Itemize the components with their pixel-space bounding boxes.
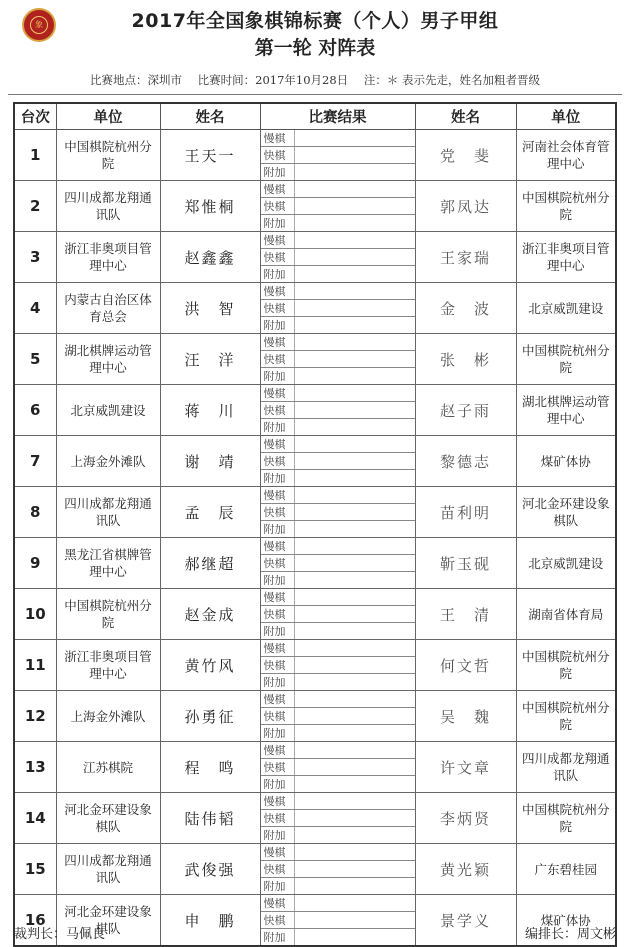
board-number: 10: [14, 589, 56, 640]
unit-a: 湖北棋牌运动管理中心: [56, 334, 160, 385]
logo-emblem-icon: 象: [30, 16, 48, 34]
unit-b: 煤矿体协: [516, 436, 616, 487]
page-subtitle: 第一轮 对阵表: [254, 37, 376, 59]
result-label: 快棋: [261, 555, 295, 571]
unit-a: 江苏棋院: [56, 742, 160, 793]
result-line: [261, 657, 415, 674]
result-cell: [260, 487, 415, 538]
result-label: 快棋: [261, 147, 295, 163]
player-b-name: 黄光颖: [415, 844, 516, 895]
board-number: 3: [14, 232, 56, 283]
result-label: 快棋: [261, 606, 295, 622]
unit-a: 内蒙古自治区体育总会: [56, 283, 160, 334]
result-line: [261, 674, 415, 690]
result-line: [261, 827, 415, 843]
result-label: 附加: [261, 470, 295, 486]
chief-arranger: 编排长：周文彬: [524, 927, 616, 942]
player-a-name: 蒋 川: [160, 385, 260, 436]
player-b-name: 王 清: [415, 589, 516, 640]
result-label: 快棋: [261, 249, 295, 265]
result-line: [261, 487, 415, 504]
table-row: [14, 181, 616, 232]
result-label: 慢棋: [261, 487, 295, 503]
player-b-name: 许文章: [415, 742, 516, 793]
result-label: 慢棋: [261, 895, 295, 911]
result-line: [261, 181, 415, 198]
result-line: [261, 572, 415, 588]
result-line: [261, 215, 415, 231]
header-name-b: 姓名: [415, 103, 516, 130]
unit-a: 上海金外滩队: [56, 691, 160, 742]
result-label: 快棋: [261, 300, 295, 316]
result-line: [261, 606, 415, 623]
result-line: [261, 810, 415, 827]
unit-b: 湖南省体育局: [516, 589, 616, 640]
result-line: [261, 538, 415, 555]
result-line: [261, 317, 415, 333]
result-label: 慢棋: [261, 232, 295, 248]
player-b-name: 张 彬: [415, 334, 516, 385]
unit-a: 浙江非奥项目管理中心: [56, 640, 160, 691]
player-b-name: 何文哲: [415, 640, 516, 691]
result-cell: [260, 130, 415, 181]
result-label: 慢棋: [261, 691, 295, 707]
result-line: [261, 725, 415, 741]
result-label: 慢棋: [261, 640, 295, 656]
result-line: [261, 351, 415, 368]
player-a-name: 王天一: [160, 130, 260, 181]
result-label: 附加: [261, 317, 295, 333]
result-label: 附加: [261, 368, 295, 384]
result-label: 快棋: [261, 708, 295, 724]
result-cell: [260, 436, 415, 487]
result-label: 快棋: [261, 912, 295, 928]
table-row: [14, 640, 616, 691]
result-line: [261, 691, 415, 708]
player-b-name: 黎德志: [415, 436, 516, 487]
player-b-name: 靳玉砚: [415, 538, 516, 589]
result-label: 慢棋: [261, 385, 295, 401]
result-label: 附加: [261, 572, 295, 588]
player-b-name: 王家瑞: [415, 232, 516, 283]
result-cell: [260, 640, 415, 691]
result-label: 慢棋: [261, 793, 295, 809]
unit-b: 中国棋院杭州分院: [516, 334, 616, 385]
result-label: 附加: [261, 929, 295, 945]
board-number: 2: [14, 181, 56, 232]
player-a-name: 陆伟韬: [160, 793, 260, 844]
result-line: [261, 589, 415, 606]
result-line: [261, 895, 415, 912]
board-number: 12: [14, 691, 56, 742]
result-line: [261, 436, 415, 453]
result-line: [261, 640, 415, 657]
result-label: 快棋: [261, 402, 295, 418]
player-a-name: 郝继超: [160, 538, 260, 589]
player-b-name: 赵子雨: [415, 385, 516, 436]
result-line: [261, 793, 415, 810]
result-line: [261, 844, 415, 861]
unit-a: 上海金外滩队: [56, 436, 160, 487]
result-line: [261, 198, 415, 215]
player-a-name: 孟 辰: [160, 487, 260, 538]
unit-b: 浙江非奥项目管理中心: [516, 232, 616, 283]
player-a-name: 洪 智: [160, 283, 260, 334]
result-cell: [260, 793, 415, 844]
result-label: 附加: [261, 776, 295, 792]
unit-b: 河南社会体育管理中心: [516, 130, 616, 181]
player-a-name: 汪 洋: [160, 334, 260, 385]
result-cell: [260, 334, 415, 385]
result-cell: [260, 232, 415, 283]
table-row: [14, 538, 616, 589]
player-b-name: 苗利明: [415, 487, 516, 538]
result-line: [261, 334, 415, 351]
unit-b: 中国棋院杭州分院: [516, 793, 616, 844]
result-label: 快棋: [261, 453, 295, 469]
event-date: 比赛时间：2017年10月28日: [197, 73, 349, 87]
result-line: [261, 861, 415, 878]
result-label: 附加: [261, 215, 295, 231]
unit-b: 四川成都龙翔通讯队: [516, 742, 616, 793]
table-header-row: [14, 103, 616, 130]
result-label: 附加: [261, 266, 295, 282]
pairing-table: [13, 102, 617, 947]
player-a-name: 黄竹风: [160, 640, 260, 691]
result-label: 附加: [261, 725, 295, 741]
table-row: [14, 385, 616, 436]
event-note: 注：＊ 表示先走，姓名加粗者晋级: [363, 73, 540, 87]
unit-b: 河北金环建设象棋队: [516, 487, 616, 538]
result-cell: [260, 385, 415, 436]
event-venue: 比赛地点：深圳市: [89, 73, 182, 87]
result-line: [261, 266, 415, 282]
result-line: [261, 164, 415, 180]
result-line: [261, 708, 415, 725]
header-divider: [8, 94, 622, 95]
result-line: [261, 470, 415, 486]
unit-b: 湖北棋牌运动管理中心: [516, 385, 616, 436]
board-number: 4: [14, 283, 56, 334]
player-a-name: 赵鑫鑫: [160, 232, 260, 283]
unit-a: 四川成都龙翔通讯队: [56, 181, 160, 232]
table-row: [14, 487, 616, 538]
result-cell: [260, 538, 415, 589]
board-number: 9: [14, 538, 56, 589]
result-line: [261, 623, 415, 639]
player-b-name: 党 斐: [415, 130, 516, 181]
result-line: [261, 912, 415, 929]
result-cell: [260, 895, 415, 947]
result-label: 附加: [261, 674, 295, 690]
table-row: [14, 334, 616, 385]
table-row: [14, 844, 616, 895]
result-label: 附加: [261, 878, 295, 894]
player-a-name: 谢 靖: [160, 436, 260, 487]
result-line: [261, 419, 415, 435]
player-a-name: 孙勇征: [160, 691, 260, 742]
player-b-name: 李炳贤: [415, 793, 516, 844]
result-label: 慢棋: [261, 334, 295, 350]
result-line: [261, 147, 415, 164]
table-row: [14, 436, 616, 487]
player-b-name: 景学义: [415, 895, 516, 947]
board-number: 16: [14, 895, 56, 947]
unit-b: 煤矿体协: [516, 895, 616, 947]
board-number: 15: [14, 844, 56, 895]
result-label: 附加: [261, 623, 295, 639]
result-label: 快棋: [261, 810, 295, 826]
header-result: 比赛结果: [260, 103, 415, 130]
unit-b: 北京威凯建设: [516, 283, 616, 334]
result-line: [261, 929, 415, 945]
board-number: 5: [14, 334, 56, 385]
result-line: [261, 385, 415, 402]
board-number: 8: [14, 487, 56, 538]
unit-a: 河北金环建设象棋队: [56, 895, 160, 947]
result-line: [261, 402, 415, 419]
page-title: 2017年全国象棋锦标赛（个人）男子甲组: [131, 10, 499, 32]
unit-b: 广东碧桂园: [516, 844, 616, 895]
result-line: [261, 300, 415, 317]
unit-a: 中国棋院杭州分院: [56, 130, 160, 181]
result-label: 快棋: [261, 861, 295, 877]
result-label: 慢棋: [261, 844, 295, 860]
result-line: [261, 742, 415, 759]
result-label: 慢棋: [261, 181, 295, 197]
unit-b: 北京威凯建设: [516, 538, 616, 589]
result-line: [261, 759, 415, 776]
result-label: 慢棋: [261, 538, 295, 554]
chief-referee: 裁判长：马佩良: [14, 927, 106, 942]
result-line: [261, 232, 415, 249]
result-line: [261, 878, 415, 894]
event-info: [0, 72, 630, 88]
board-number: 13: [14, 742, 56, 793]
board-number: 1: [14, 130, 56, 181]
result-line: [261, 130, 415, 147]
result-line: [261, 453, 415, 470]
board-number: 6: [14, 385, 56, 436]
result-label: 快棋: [261, 657, 295, 673]
result-cell: [260, 691, 415, 742]
result-label: 附加: [261, 419, 295, 435]
player-a-name: 郑惟桐: [160, 181, 260, 232]
result-label: 慢棋: [261, 436, 295, 452]
unit-a: 北京威凯建设: [56, 385, 160, 436]
table-row: [14, 793, 616, 844]
result-label: 快棋: [261, 351, 295, 367]
result-cell: [260, 742, 415, 793]
result-line: [261, 249, 415, 266]
table-row: [14, 130, 616, 181]
table-row: [14, 742, 616, 793]
player-b-name: 郭凤达: [415, 181, 516, 232]
header-name-a: 姓名: [160, 103, 260, 130]
unit-a: 中国棋院杭州分院: [56, 589, 160, 640]
board-number: 14: [14, 793, 56, 844]
result-line: [261, 368, 415, 384]
result-label: 快棋: [261, 198, 295, 214]
result-label: 附加: [261, 827, 295, 843]
player-a-name: 申 鹏: [160, 895, 260, 947]
result-label: 快棋: [261, 759, 295, 775]
player-b-name: 金 波: [415, 283, 516, 334]
unit-a: 四川成都龙翔通讯队: [56, 487, 160, 538]
result-line: [261, 776, 415, 792]
unit-b: 中国棋院杭州分院: [516, 640, 616, 691]
table-row: [14, 691, 616, 742]
unit-a: 浙江非奥项目管理中心: [56, 232, 160, 283]
header-unit-b: 单位: [516, 103, 616, 130]
result-cell: [260, 181, 415, 232]
board-number: 11: [14, 640, 56, 691]
result-label: 附加: [261, 164, 295, 180]
result-cell: [260, 844, 415, 895]
result-label: 慢棋: [261, 589, 295, 605]
table-row: [14, 589, 616, 640]
result-label: 慢棋: [261, 283, 295, 299]
header-unit-a: 单位: [56, 103, 160, 130]
unit-a: 四川成都龙翔通讯队: [56, 844, 160, 895]
board-number: 7: [14, 436, 56, 487]
unit-b: 中国棋院杭州分院: [516, 181, 616, 232]
result-line: [261, 504, 415, 521]
table-row: [14, 232, 616, 283]
table-row: [14, 283, 616, 334]
result-label: 附加: [261, 521, 295, 537]
result-line: [261, 283, 415, 300]
player-b-name: 吴 魏: [415, 691, 516, 742]
result-line: [261, 555, 415, 572]
unit-a: 河北金环建设象棋队: [56, 793, 160, 844]
result-label: 快棋: [261, 504, 295, 520]
player-a-name: 武俊强: [160, 844, 260, 895]
result-line: [261, 521, 415, 537]
result-cell: [260, 283, 415, 334]
result-label: 慢棋: [261, 742, 295, 758]
player-a-name: 程 鸣: [160, 742, 260, 793]
result-cell: [260, 589, 415, 640]
header-board: 台次: [14, 103, 56, 130]
result-label: 慢棋: [261, 130, 295, 146]
unit-b: 中国棋院杭州分院: [516, 691, 616, 742]
player-a-name: 赵金成: [160, 589, 260, 640]
unit-a: 黑龙江省棋牌管理中心: [56, 538, 160, 589]
